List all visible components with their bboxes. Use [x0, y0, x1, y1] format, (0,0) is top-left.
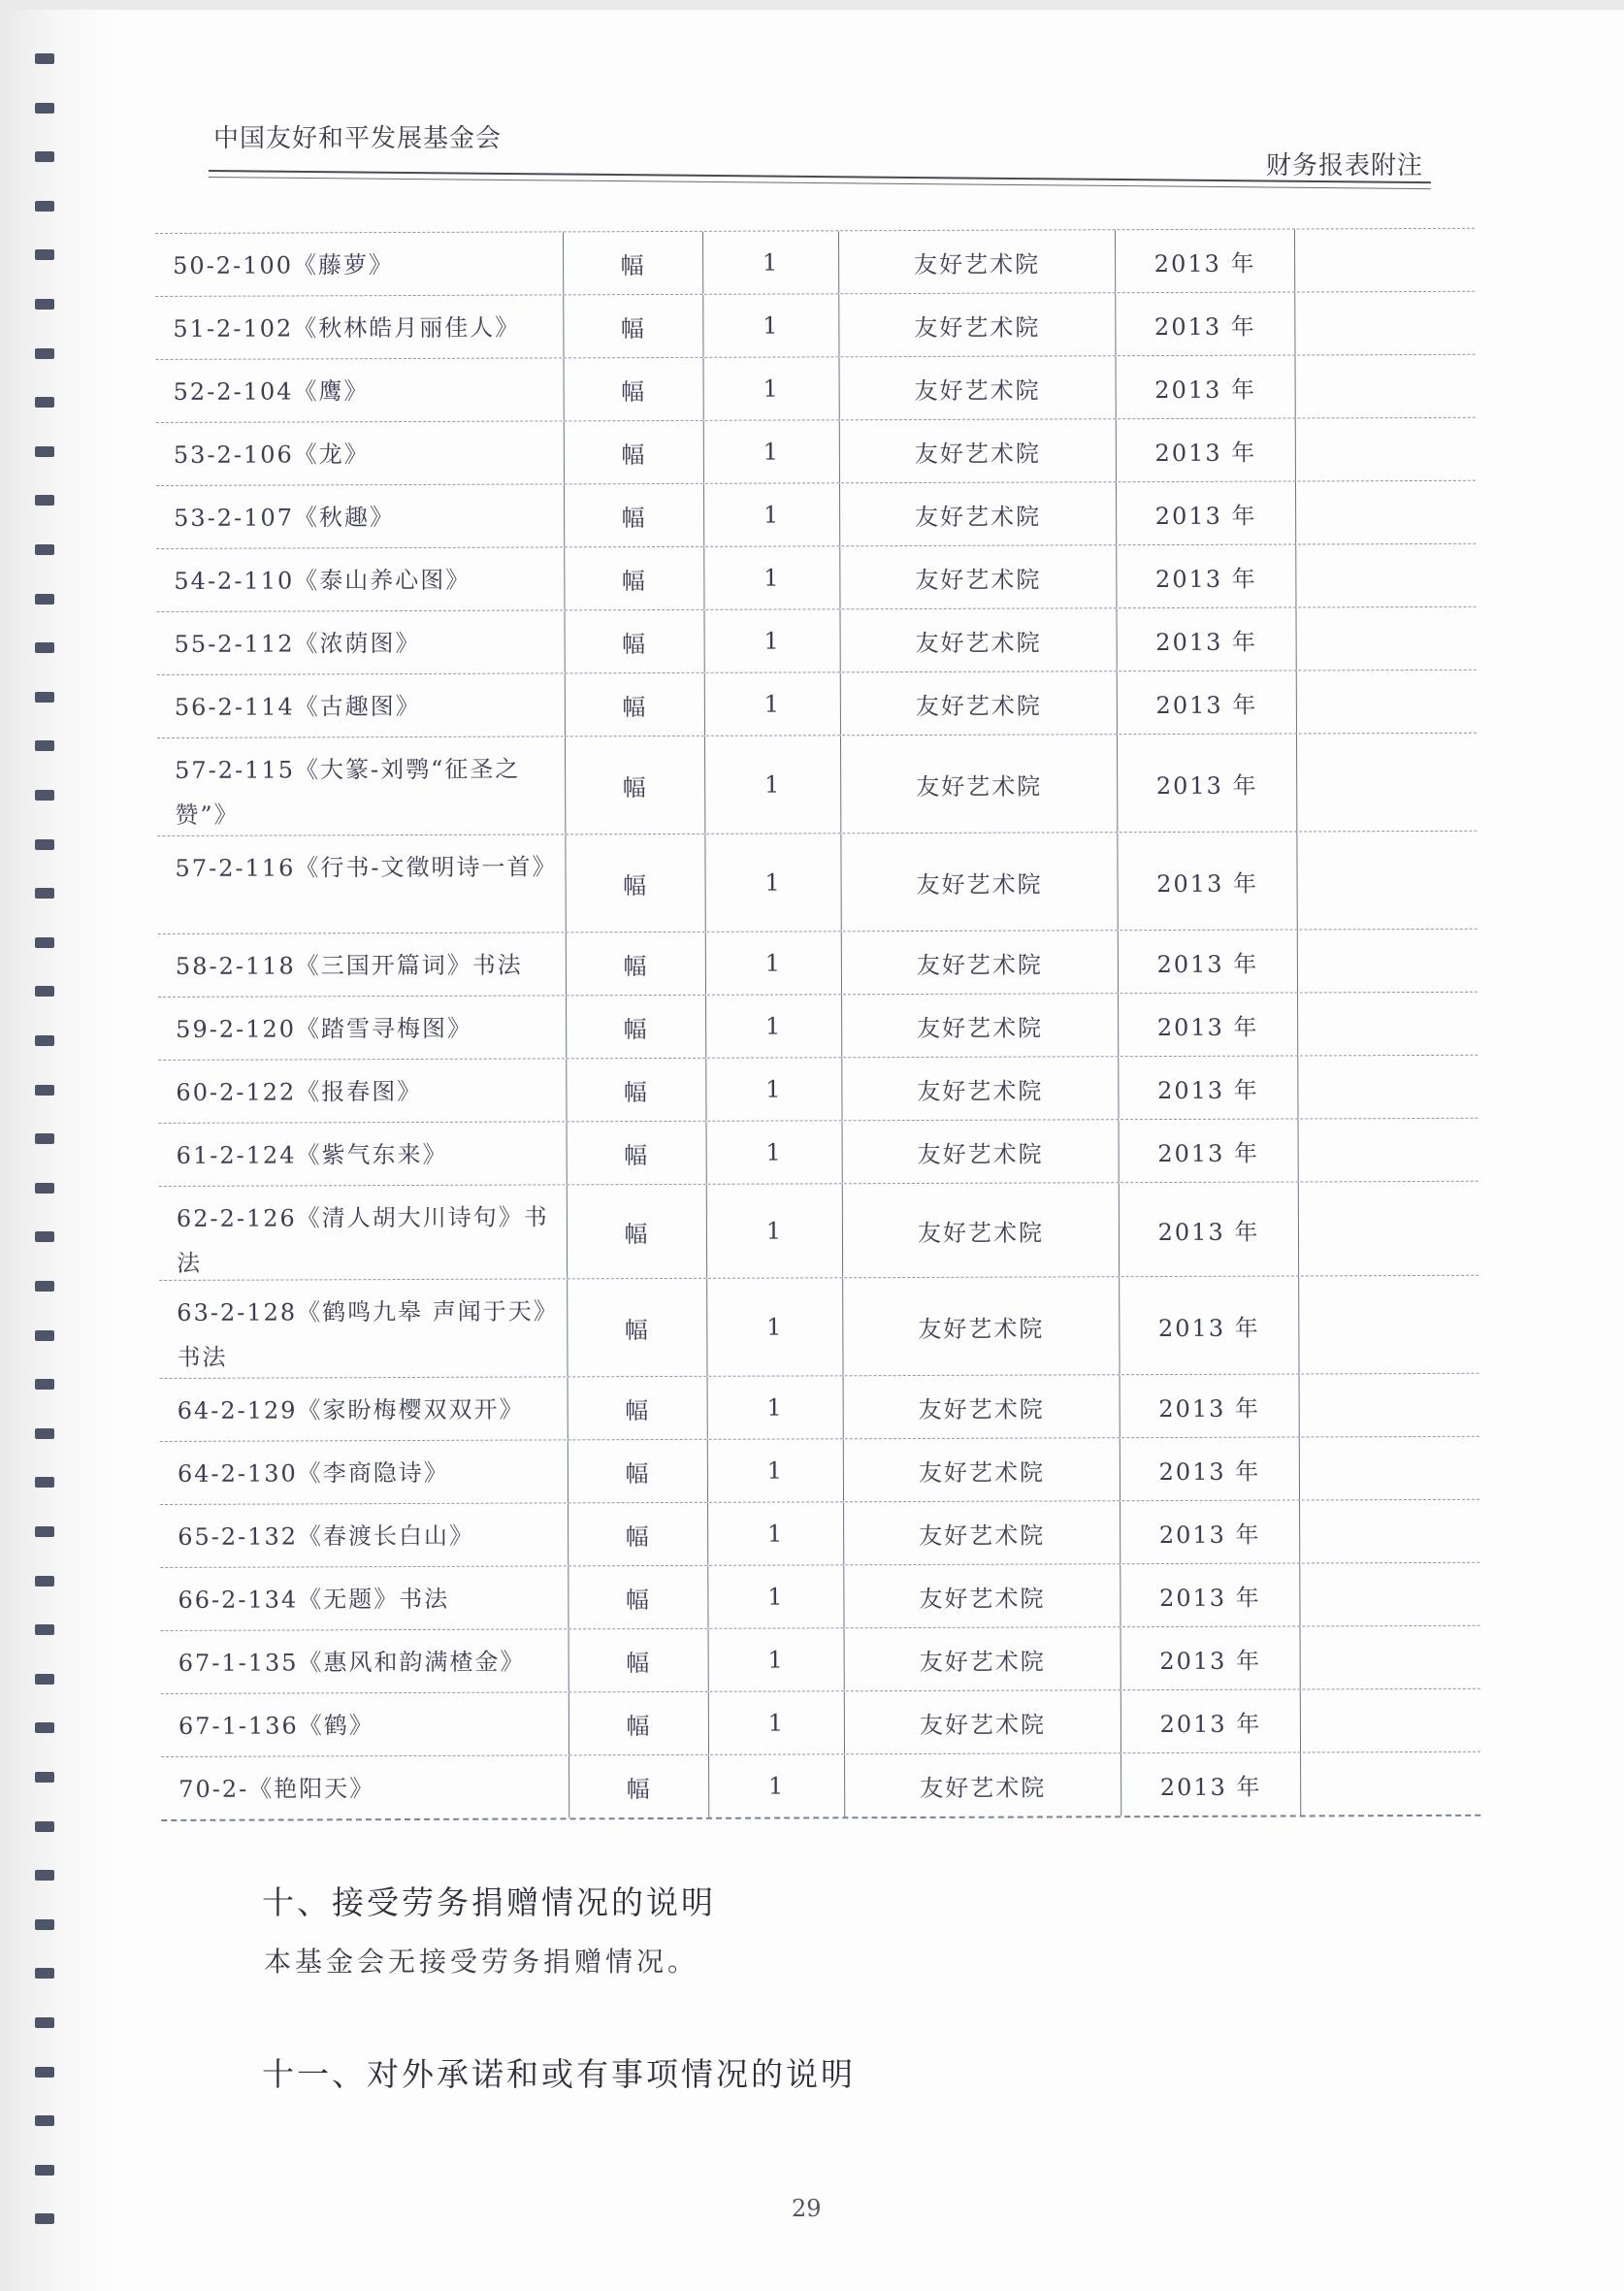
- cell-extra: [1295, 544, 1476, 607]
- cell-year: 2013 年: [1120, 1500, 1299, 1563]
- cell-extra: [1294, 292, 1475, 355]
- cell-extra: [1294, 355, 1475, 418]
- cell-unit: 幅: [566, 996, 705, 1059]
- cell-source: 友好艺术院: [840, 833, 1117, 931]
- cell-name: 66-2-134《无题》书法: [178, 1585, 450, 1614]
- cell-source: 友好艺术院: [841, 931, 1118, 994]
- cell-year: 2013 年: [1119, 1182, 1298, 1276]
- cell-name: 55-2-112《浓荫图》: [174, 629, 421, 658]
- cell-qty: 1: [708, 1691, 844, 1754]
- cell-name: 57-2-116《行书-文徵明诗一首》: [175, 853, 558, 882]
- cell-extra: [1295, 418, 1476, 481]
- table-row: [159, 1275, 1478, 1378]
- cell-extra: [1300, 1626, 1480, 1689]
- cell-qty: 1: [708, 1754, 844, 1817]
- section-11-heading: 十一、对外承诺和或有事项情况的说明: [262, 2055, 856, 2093]
- cell-qty: 1: [702, 294, 838, 357]
- table-row: [161, 1688, 1480, 1756]
- cell-extra: [1299, 1563, 1479, 1626]
- cell-source: 友好艺术院: [843, 1501, 1120, 1564]
- table-row: [155, 291, 1475, 359]
- cell-name: 70-2-《艳阳天》: [179, 1775, 375, 1803]
- cell-source: 友好艺术院: [842, 1277, 1119, 1375]
- cell-unit: 幅: [563, 232, 702, 295]
- cell-unit: 幅: [564, 484, 703, 547]
- cell-year: 2013 年: [1117, 671, 1296, 734]
- cell-qty: 1: [703, 483, 839, 546]
- cell-extra: [1300, 1689, 1480, 1752]
- binding-hole: [35, 2017, 54, 2028]
- table-row: [160, 1436, 1479, 1504]
- cell-unit: 幅: [566, 933, 705, 996]
- cell-source: 友好艺术院: [843, 1564, 1120, 1627]
- cell-year: 2013 年: [1118, 1056, 1297, 1119]
- cell-source: 友好艺术院: [844, 1690, 1121, 1753]
- cell-year: 2013 年: [1119, 1119, 1298, 1182]
- cell-unit: 幅: [563, 295, 702, 358]
- cell-name: 67-1-135《惠风和韵满楂金》: [178, 1648, 526, 1677]
- cell-extra: [1297, 930, 1478, 993]
- cell-source: 友好艺术院: [844, 1627, 1121, 1690]
- cell-unit: 幅: [566, 1059, 705, 1122]
- cell-name: 60-2-122《报春图》: [176, 1077, 423, 1106]
- table-row: [158, 929, 1478, 997]
- table-row: [155, 228, 1475, 296]
- binding-hole: [35, 1919, 54, 1930]
- cell-name: 53-2-106《龙》: [173, 441, 370, 469]
- cell-extra: [1294, 229, 1475, 292]
- cell-unit: 幅: [567, 1279, 706, 1377]
- cell-year: 2013 年: [1121, 1626, 1300, 1689]
- cell-extra: [1298, 1182, 1478, 1276]
- cell-qty: 1: [703, 546, 839, 609]
- cell-unit: 幅: [568, 1692, 708, 1755]
- cell-unit: 幅: [565, 736, 704, 835]
- cell-extra: [1296, 734, 1477, 832]
- cell-unit: 幅: [564, 421, 703, 484]
- table-row: [156, 480, 1476, 548]
- cell-source: 友好艺术院: [838, 356, 1115, 419]
- cell-unit: 幅: [567, 1185, 706, 1279]
- cell-name: 63-2-128《鹤鸣九皋 声闻于天》书法: [177, 1297, 547, 1371]
- cell-unit: 幅: [567, 1122, 706, 1185]
- cell-qty: 1: [708, 1628, 844, 1691]
- cell-extra: [1297, 993, 1478, 1056]
- binding-hole: [35, 2165, 54, 2176]
- cell-year: 2013 年: [1120, 1437, 1299, 1500]
- cell-qty: 1: [707, 1502, 843, 1565]
- cell-qty: 1: [706, 1121, 842, 1184]
- binding-hole: [35, 2213, 54, 2224]
- cell-extra: [1299, 1374, 1479, 1437]
- cell-unit: 幅: [568, 1440, 707, 1503]
- cell-extra: [1299, 1500, 1479, 1563]
- cell-qty: 1: [703, 420, 839, 483]
- cell-qty: 1: [705, 932, 841, 995]
- cell-name: 50-2-100《藤萝》: [173, 251, 395, 279]
- header-organization: 中国友好和平发展基金会: [213, 124, 503, 153]
- cell-source: 友好艺术院: [842, 1120, 1119, 1183]
- cell-year: 2013 年: [1115, 229, 1294, 292]
- cell-name: 58-2-118《三国开篇词》书法: [175, 951, 523, 980]
- table-row: [160, 1373, 1479, 1441]
- cell-name: 57-2-115《大篆-刘鹗“征圣之赞”》: [175, 755, 521, 829]
- cell-source: 友好艺术院: [840, 735, 1117, 833]
- table-row: [156, 417, 1476, 485]
- cell-source: 友好艺术院: [839, 608, 1116, 671]
- cell-source: 友好艺术院: [840, 671, 1117, 735]
- binding-hole: [35, 1870, 54, 1881]
- cell-name: 56-2-114《古趣图》: [174, 692, 421, 721]
- cell-year: 2013 年: [1121, 1752, 1300, 1816]
- cell-unit: 幅: [564, 610, 703, 673]
- cell-source: 友好艺术院: [839, 419, 1116, 482]
- cell-extra: [1296, 832, 1477, 930]
- cell-year: 2013 年: [1116, 607, 1295, 671]
- table-row: [160, 1499, 1479, 1567]
- table-row: [157, 670, 1477, 737]
- binding-hole: [35, 2067, 54, 2078]
- cell-extra: [1296, 671, 1477, 734]
- cell-name: 54-2-110《泰山养心图》: [174, 566, 471, 595]
- cell-name: 64-2-130《李商隐诗》: [177, 1458, 449, 1488]
- cell-qty: 1: [704, 736, 840, 834]
- table-row: [156, 543, 1476, 611]
- binding-hole: [35, 1968, 54, 1979]
- cell-year: 2013 年: [1116, 544, 1295, 607]
- cell-source: 友好艺术院: [841, 994, 1118, 1057]
- cell-extra: [1295, 481, 1476, 544]
- cell-source: 友好艺术院: [844, 1753, 1121, 1816]
- cell-source: 友好艺术院: [842, 1183, 1119, 1277]
- table-row: [157, 733, 1477, 835]
- donation-table: [155, 228, 1480, 1821]
- cell-name: 53-2-107《秋趣》: [174, 504, 396, 532]
- cell-name: 62-2-126《清人胡大川诗句》书法: [176, 1203, 549, 1277]
- cell-year: 2013 年: [1118, 993, 1297, 1056]
- cell-qty: 1: [707, 1439, 843, 1502]
- cell-year: 2013 年: [1115, 292, 1294, 355]
- cell-name: 52-2-104《鹰》: [173, 377, 370, 406]
- cell-name: 61-2-124《紫气东来》: [176, 1140, 448, 1169]
- cell-unit: 幅: [568, 1755, 708, 1818]
- cell-unit: 幅: [568, 1377, 707, 1440]
- cell-extra: [1297, 1056, 1478, 1119]
- page-number: 29: [792, 2195, 822, 2222]
- cell-source: 友好艺术院: [839, 482, 1116, 545]
- cell-year: 2013 年: [1117, 734, 1296, 832]
- cell-qty: 1: [706, 1278, 842, 1376]
- cell-year: 2013 年: [1116, 481, 1295, 544]
- cell-unit: 幅: [568, 1503, 707, 1566]
- cell-unit: 幅: [565, 835, 704, 933]
- cell-source: 友好艺术院: [838, 230, 1115, 293]
- cell-qty: 1: [702, 357, 838, 420]
- cell-qty: 1: [702, 231, 838, 294]
- cell-name: 64-2-129《家盼梅樱双双开》: [177, 1395, 525, 1424]
- cell-qty: 1: [705, 995, 841, 1058]
- table-row: [157, 831, 1477, 933]
- cell-name: 51-2-102《秋林皓月丽佳人》: [173, 313, 521, 343]
- cell-year: 2013 年: [1116, 418, 1295, 481]
- cell-qty: 1: [703, 609, 839, 672]
- cell-source: 友好艺术院: [841, 1057, 1118, 1120]
- binding-hole: [35, 2115, 54, 2126]
- table-row: [159, 1118, 1478, 1186]
- cell-year: 2013 年: [1119, 1276, 1298, 1374]
- cell-extra: [1295, 607, 1476, 671]
- section-10-body: 本基金会无接受劳务捐赠情况。: [264, 1946, 699, 1978]
- cell-year: 2013 年: [1118, 930, 1297, 993]
- header-section-title: 财务报表附注: [1266, 151, 1424, 180]
- table-row: [156, 606, 1476, 674]
- cell-extra: [1300, 1752, 1480, 1816]
- cell-year: 2013 年: [1121, 1689, 1300, 1752]
- cell-unit: 幅: [564, 547, 703, 610]
- cell-extra: [1298, 1119, 1478, 1182]
- cell-name: 65-2-132《春渡长白山》: [178, 1522, 475, 1551]
- cell-year: 2013 年: [1120, 1563, 1299, 1626]
- table-row: [158, 992, 1478, 1060]
- cell-unit: 幅: [563, 358, 702, 421]
- cell-unit: 幅: [565, 673, 704, 736]
- cell-name: 59-2-120《踏雪寻梅图》: [176, 1014, 473, 1043]
- cell-qty: 1: [705, 1058, 841, 1121]
- cell-qty: 1: [704, 672, 840, 736]
- cell-source: 友好艺术院: [843, 1375, 1120, 1438]
- cell-qty: 1: [704, 834, 840, 932]
- cell-name: 67-1-136《鹤》: [178, 1712, 374, 1740]
- cell-source: 友好艺术院: [843, 1438, 1120, 1501]
- cell-unit: 幅: [568, 1629, 708, 1692]
- cell-unit: 幅: [568, 1566, 707, 1629]
- table-row: [161, 1625, 1480, 1693]
- cell-year: 2013 年: [1120, 1374, 1299, 1437]
- cell-qty: 1: [706, 1184, 842, 1278]
- table-row: [161, 1751, 1480, 1821]
- section-10-heading: 十、接受劳务捐赠情况的说明: [262, 1883, 716, 1921]
- cell-qty: 1: [707, 1376, 843, 1439]
- cell-year: 2013 年: [1115, 355, 1294, 418]
- cell-source: 友好艺术院: [838, 293, 1115, 356]
- cell-extra: [1298, 1276, 1478, 1374]
- cell-source: 友好艺术院: [839, 545, 1116, 608]
- table-row: [158, 1055, 1478, 1123]
- table-row: [155, 354, 1475, 422]
- table-row: [160, 1562, 1479, 1630]
- cell-qty: 1: [707, 1565, 843, 1628]
- cell-year: 2013 年: [1117, 832, 1296, 930]
- cell-extra: [1299, 1437, 1479, 1500]
- table-row: [159, 1181, 1478, 1280]
